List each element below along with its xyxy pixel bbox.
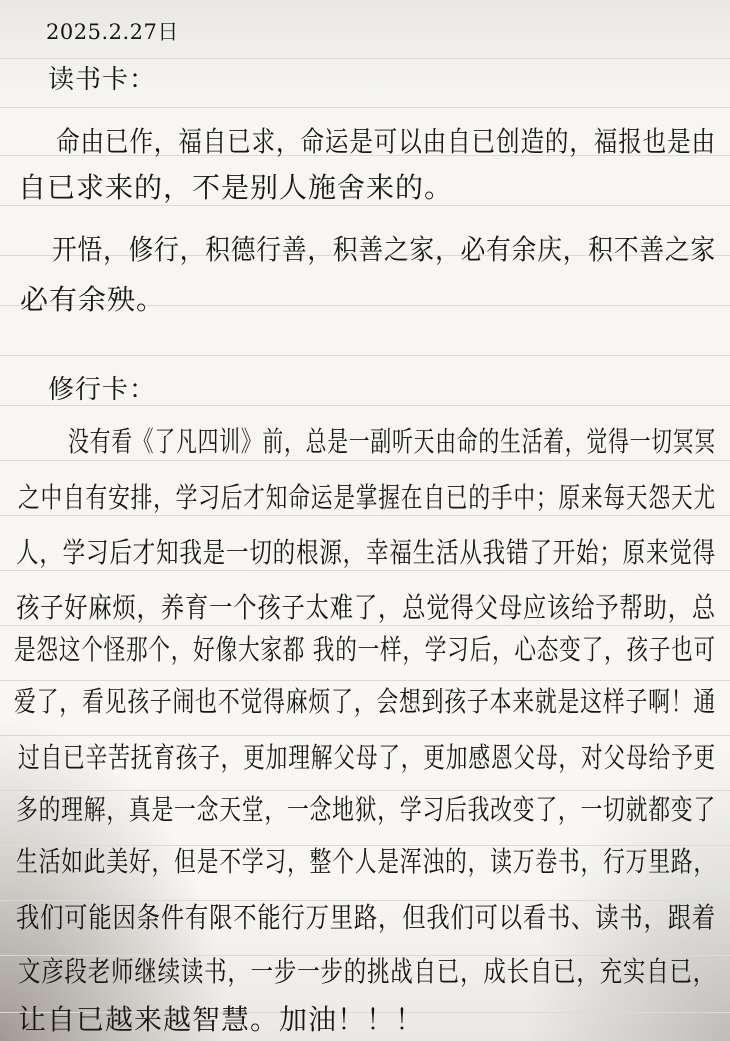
practice-card-heading: 修行卡： bbox=[48, 375, 157, 405]
practice-card-line: 孩子好麻烦，养育一个孩子太难了，总觉得父母应该给予帮助，总 bbox=[16, 591, 716, 624]
reading-card-line: 命由已作，福自已求，命运是可以由自已创造的，福报也是由 bbox=[56, 125, 717, 158]
practice-card-line: 爱了，看见孩子闹也不觉得麻烦了，会想到孩子本来就是这样子啊！通 bbox=[14, 685, 717, 718]
practice-card-line: 文彦段老师继续读书，一步一步的挑战自已，成长自已，充实自已， bbox=[18, 955, 717, 988]
ruled-line bbox=[0, 735, 730, 736]
practice-card-line: 人，学习后才知我是一切的根源，幸福生活从我错了开始；原来觉得 bbox=[16, 536, 717, 569]
practice-card-line: 让自已越来越智慧。加油！！！ bbox=[18, 1003, 425, 1036]
entry-date: 2025.2.27日 bbox=[46, 20, 179, 44]
practice-card-line: 没有看《了凡四训》前，总是一副听天由命的生活着，觉得一切冥冥 bbox=[68, 425, 716, 458]
reading-card-line: 必有余殃。 bbox=[20, 283, 166, 316]
practice-card-line: 多的理解，真是一念天堂，一念地狱，学习后我改变了，一切就都变了 bbox=[16, 793, 716, 826]
ruled-line bbox=[0, 355, 730, 356]
ruled-line bbox=[0, 107, 730, 108]
ruled-line bbox=[0, 58, 730, 59]
practice-card-line: 之中自有安排，学习后才知命运是掌握在自已的手中；原来每天怨天尤 bbox=[18, 481, 716, 514]
reading-card-line: 自已求来的，不是别人施舍来的。 bbox=[18, 171, 454, 204]
practice-card-line: 我们可能因条件有限不能行万里路，但我们可以看书、读书，跟着 bbox=[16, 901, 716, 934]
ruled-line bbox=[0, 680, 730, 681]
practice-card-line: 是怨这个怪那个，好像大家都 我的一样，学习后，心态变了，孩子也可 bbox=[14, 633, 716, 666]
practice-card-line: 生活如此美好，但是不学习，整个人是浑浊的，读万卷书，行万里路， bbox=[16, 845, 716, 878]
reading-card-line: 开悟，修行，积德行善，积善之家，必有余庆，积不善之家 bbox=[52, 233, 716, 266]
practice-card-line: 过自已辛苦抚育孩子，更加理解父母了，更加感恩父母，对父母给予更 bbox=[18, 741, 716, 774]
reading-card-heading: 读书卡： bbox=[48, 65, 157, 95]
